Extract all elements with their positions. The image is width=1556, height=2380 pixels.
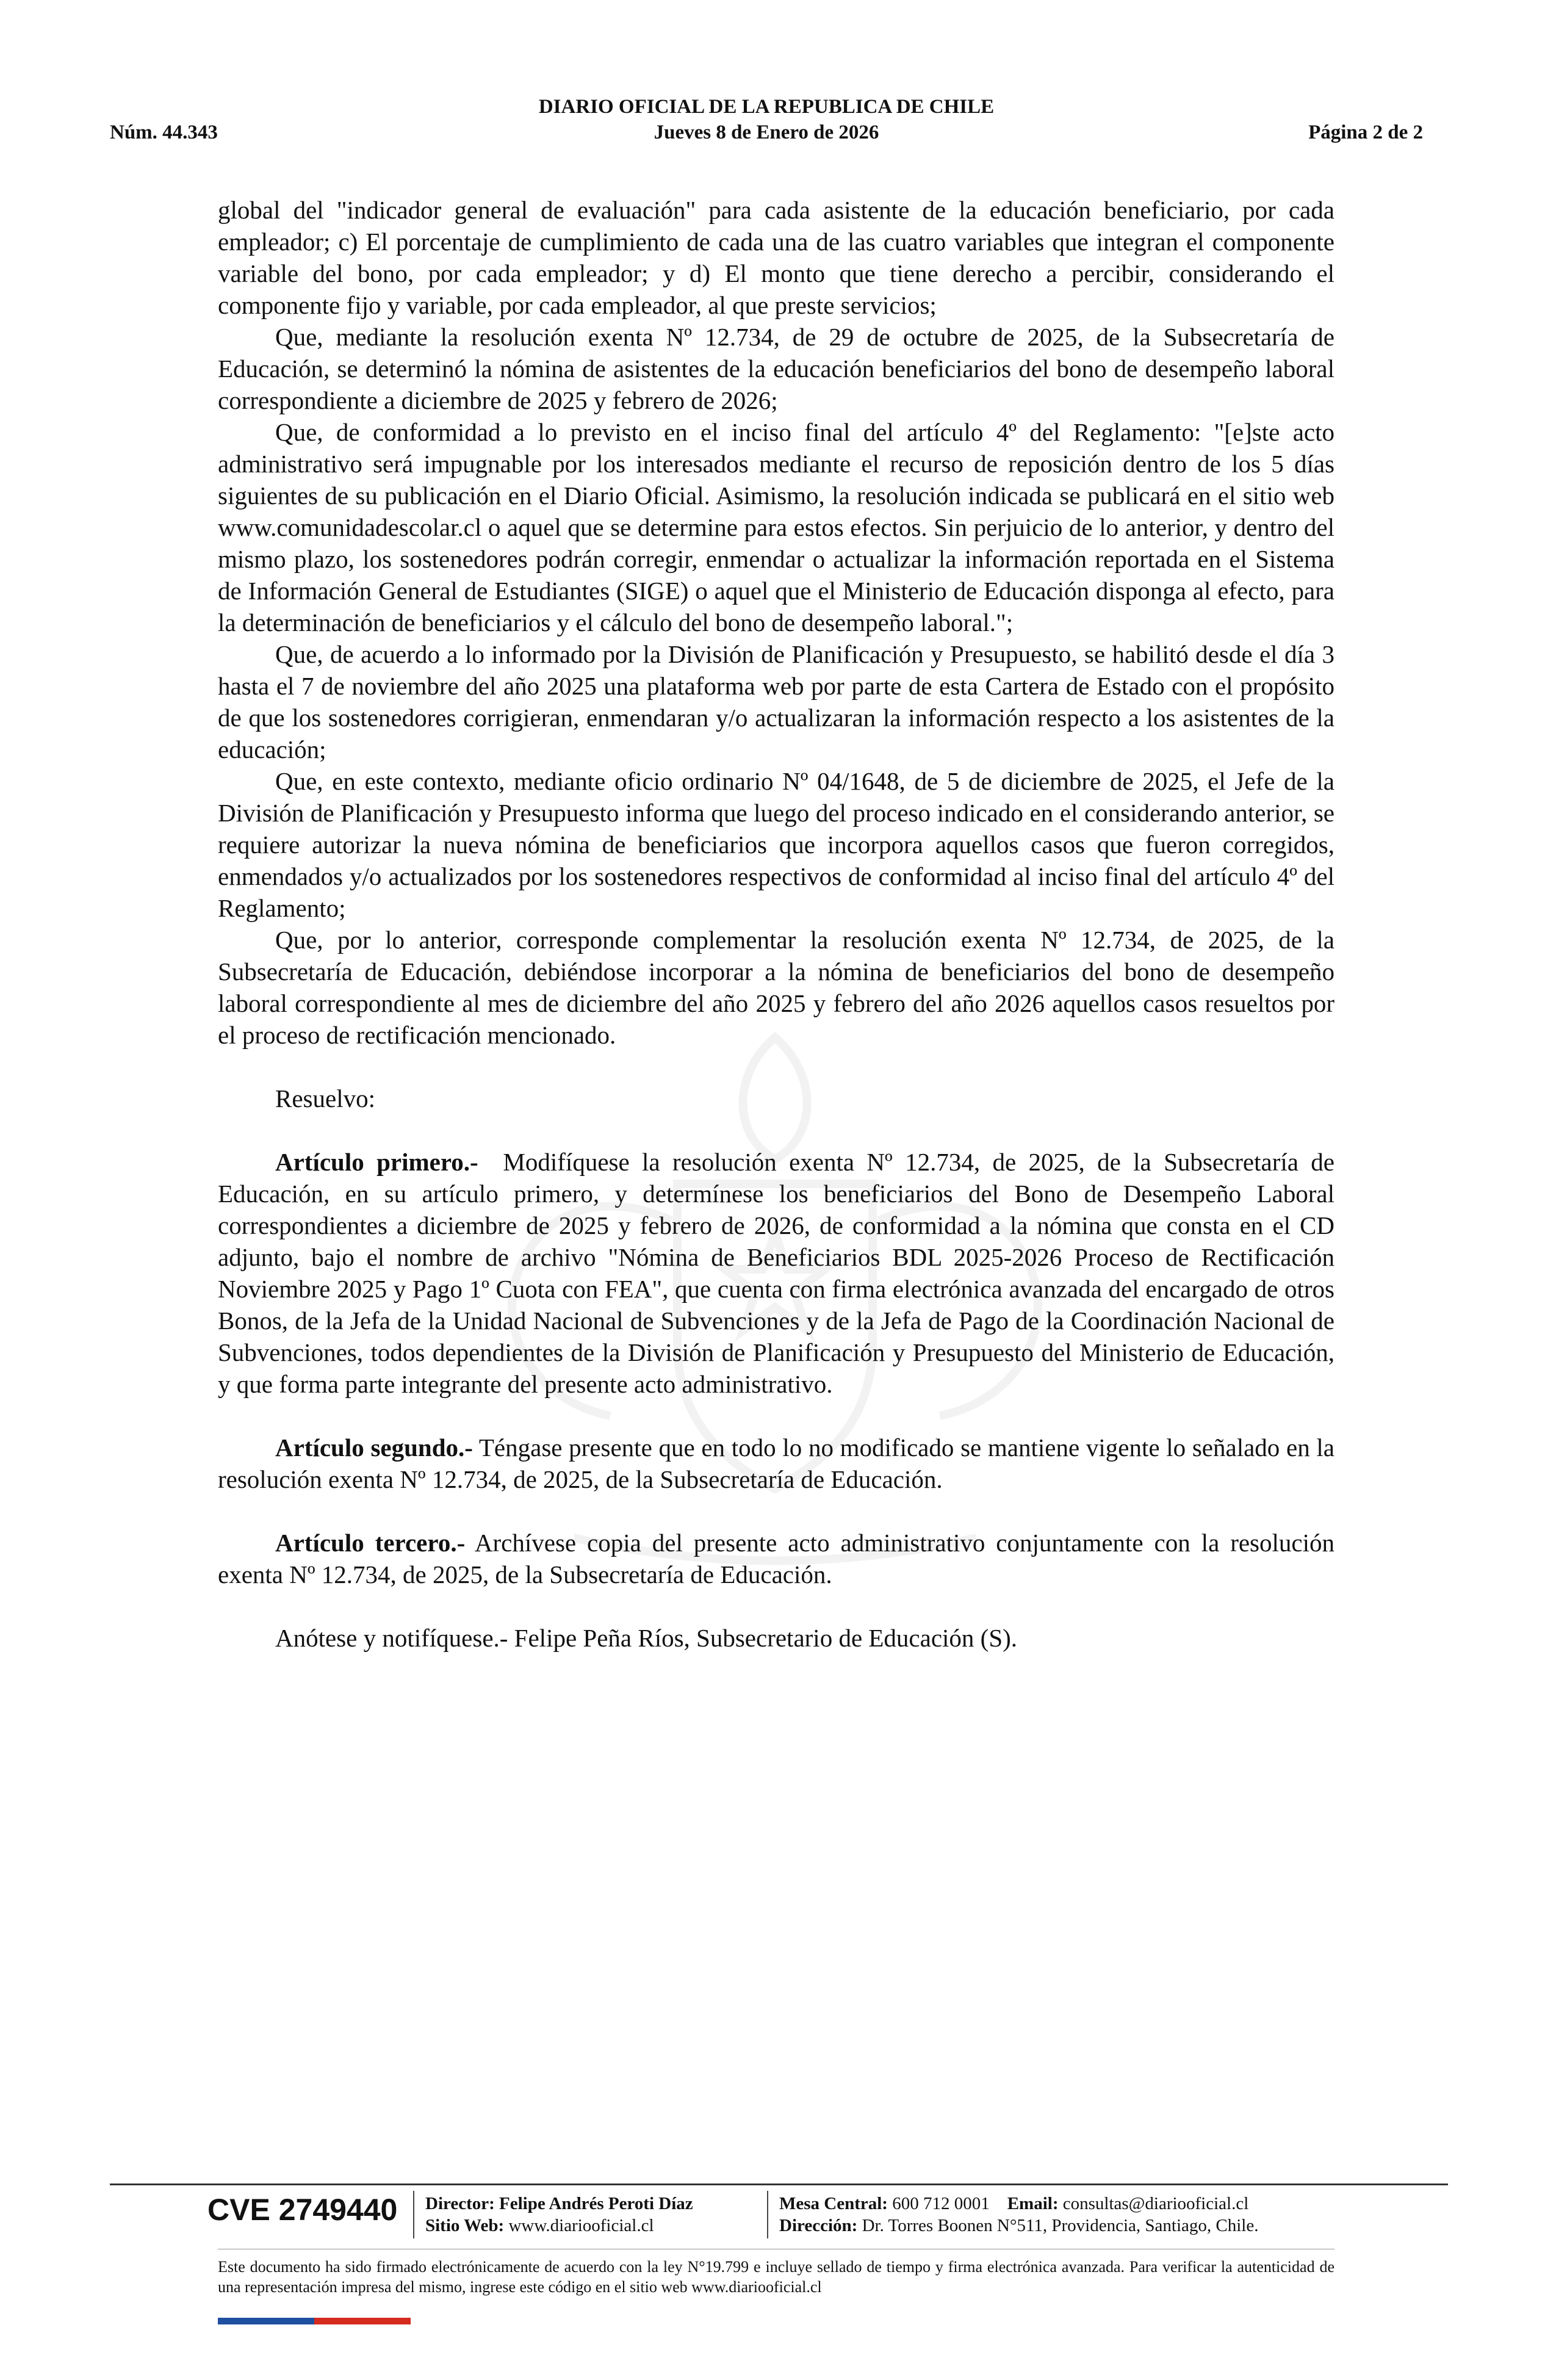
email-link[interactable]: consultas@diariooficial.cl — [1062, 2194, 1249, 2213]
flag-stripe-red — [314, 2318, 411, 2324]
paragraph-considerando: Que, por lo anterior, corresponde complementar la resolución exenta Nº 12.734, de 2025, de la Subsecretaría de Educación, debiéndose incorporar a la nómina de beneficiarios del bono de desempeño laboral correspondiente al mes de diciembre del año 2025 y febrero del año 2026 aquellos casos resueltos por el proceso de rectificación mencionado. — [218, 926, 1334, 1049]
page-header — [110, 95, 1423, 150]
address-label: Dirección: — [779, 2216, 858, 2235]
footer-disclaimer: Este documento ha sido firmado electrónicamente de acuerdo con la ley N°19.799 e incluye sellado de tiempo y firma electrónica avanzada. Para verificar la autenticidad de una representación impresa del mismo, ingrese este código en el sitio web www.diariooficial.cl — [218, 2258, 1334, 2296]
issue-date: Jueves 8 de Enero de 2026 — [654, 121, 879, 143]
website-link[interactable]: www.diariooficial.cl — [508, 2216, 654, 2235]
footer-divider — [110, 2183, 1448, 2185]
director-label: Director: — [425, 2194, 495, 2213]
paragraph-continuation: global del "indicador general de evaluación" para cada asistente de la educación beneficiario, por cada empleador; c) El porcentaje de cumplimiento de cada una de las cuatro variables que integran el componente variable del bono, por cada empleador; y d) El monto que tiene derecho a percibir, considerando el componente fijo y variable, por cada empleador, al que preste servicios; — [218, 196, 1334, 319]
website-label: Sitio Web: — [425, 2216, 505, 2235]
chile-flag-stripe — [218, 2318, 411, 2324]
article-second-title: Artículo segundo.- — [275, 1433, 473, 1462]
article-third-text: Archívese copia del presente acto administrativo conjuntamente con la resolución exenta Nº 12.734, de 2025, de la Subsecretaría de Educación. — [218, 1529, 1334, 1588]
article-third-title: Artículo tercero.- — [275, 1529, 466, 1557]
mesa-label: Mesa Central: — [779, 2194, 888, 2213]
article-first-text: Modifíquese la resolución exenta Nº 12.734, de 2025, de la Subsecretaría de Educación, en su artículo primero, y determínese los beneficiarios del Bono de Desempeño Laboral correspondientes a diciembre de 2025 y febrero de 2026, de conformidad a la nómina que consta en el CD adjunto, bajo el nombre de archivo "Nómina de Beneficiarios BDL 2025-2026 Proceso de Rectificación Noviembre 2025 y Pago 1º Cuota con FEA", que cuenta con firma electrónica avanzada del encargado de otros Bonos, de la Jefa de la Unidad Nacional de Subvenciones y de la Jefa de Pago de la Coordinación Nacional de Subvenciones, todos dependientes de la División de Planificación y Presupuesto del Ministerio de Educación, y que forma parte integrante del presente acto administrativo. — [218, 1148, 1334, 1398]
director-name: Felipe Andrés Peroti Díaz — [499, 2194, 693, 2213]
closing-signature: Anótese y notifíquese.- Felipe Peña Ríos, Subsecretario de Educación (S). — [275, 1624, 1018, 1652]
document-body — [218, 194, 1334, 1654]
article-second — [218, 1432, 1334, 1495]
page-number: Página 2 de 2 — [1308, 121, 1423, 143]
footer-separator — [413, 2191, 414, 2238]
footer-separator — [767, 2191, 768, 2238]
issue-number: Núm. 44.343 — [110, 121, 218, 143]
mesa-phone: 600 712 0001 — [892, 2194, 990, 2213]
article-third — [218, 1527, 1334, 1590]
article-first-title: Artículo primero.- — [275, 1148, 478, 1176]
footer-contact-block — [779, 2193, 1258, 2237]
paragraph-considerando: Que, de acuerdo a lo informado por la División de Planificación y Presupuesto, se habilitó desde el día 3 hasta el 7 de noviembre del año 2025 una plataforma web por parte de esta Cartera de Estado con el propósito de que los sostenedores corrigieran, enmendaran y/o actualizaran la información respecto a los asistentes de la educación; — [218, 640, 1334, 763]
flag-stripe-blue — [218, 2318, 314, 2324]
paragraph-considerando: Que, en este contexto, mediante oficio ordinario Nº 04/1648, de 5 de diciembre de 2025, el Jefe de la División de Planificación y Presupuesto informa que luego del proceso indicado en el considerando anterior, se requiere autorizar la nueva nómina de beneficiarios que incorpora aquellos casos que fueron corregidos, enmendados y/o actualizados por los sostenedores respectivos de conformidad al inciso final del artículo 4º del Reglamento; — [218, 767, 1334, 922]
newspaper-title: DIARIO OFICIAL DE LA REPUBLICA DE CHILE — [538, 96, 995, 118]
paragraph-considerando: Que, mediante la resolución exenta Nº 12.734, de 29 de octubre de 2025, de la Subsecretaría de Educación, se determinó la nómina de asistentes de la educación beneficiarios del bono de desempeño laboral correspondiente a diciembre de 2025 y febrero de 2026; — [218, 323, 1334, 414]
cve-code: CVE 2749440 — [207, 2193, 398, 2227]
email-label: Email: — [1007, 2194, 1059, 2213]
address-text: Dr. Torres Boonen N°511, Providencia, Santiago, Chile. — [862, 2216, 1259, 2235]
article-second-text: Téngase presente que en todo lo no modificado se mantiene vigente lo señalado en la resolución exenta Nº 12.734, de 2025, de la Subsecretaría de Educación. — [218, 1433, 1334, 1493]
paragraph-considerando: Que, de conformidad a lo previsto en el inciso final del artículo 4º del Reglamento: "[e]ste acto administrativo será impugnable por los interesados mediante el recurso de reposición dentro de los 5 días siguientes de su publicación en el Diario Oficial. Asimismo, la resolución indicada se publicará en el sitio web www.comunidadescolar.cl o aquel que se determine para estos efectos. Sin perjuicio de lo anterior, y dentro del mismo plazo, los sostenedores podrán corregir, enmendar o actualizar la información reportada en el Sistema de Información General de Estudiantes (SIGE) o aquel que el Ministerio de Educación disponga al efecto, para la determinación de beneficiarios y el cálculo del bono de desempeño laboral."; — [218, 418, 1334, 636]
article-first — [218, 1146, 1334, 1400]
resolution-label: Resuelvo: — [275, 1084, 375, 1112]
footer-director-block — [425, 2193, 693, 2237]
